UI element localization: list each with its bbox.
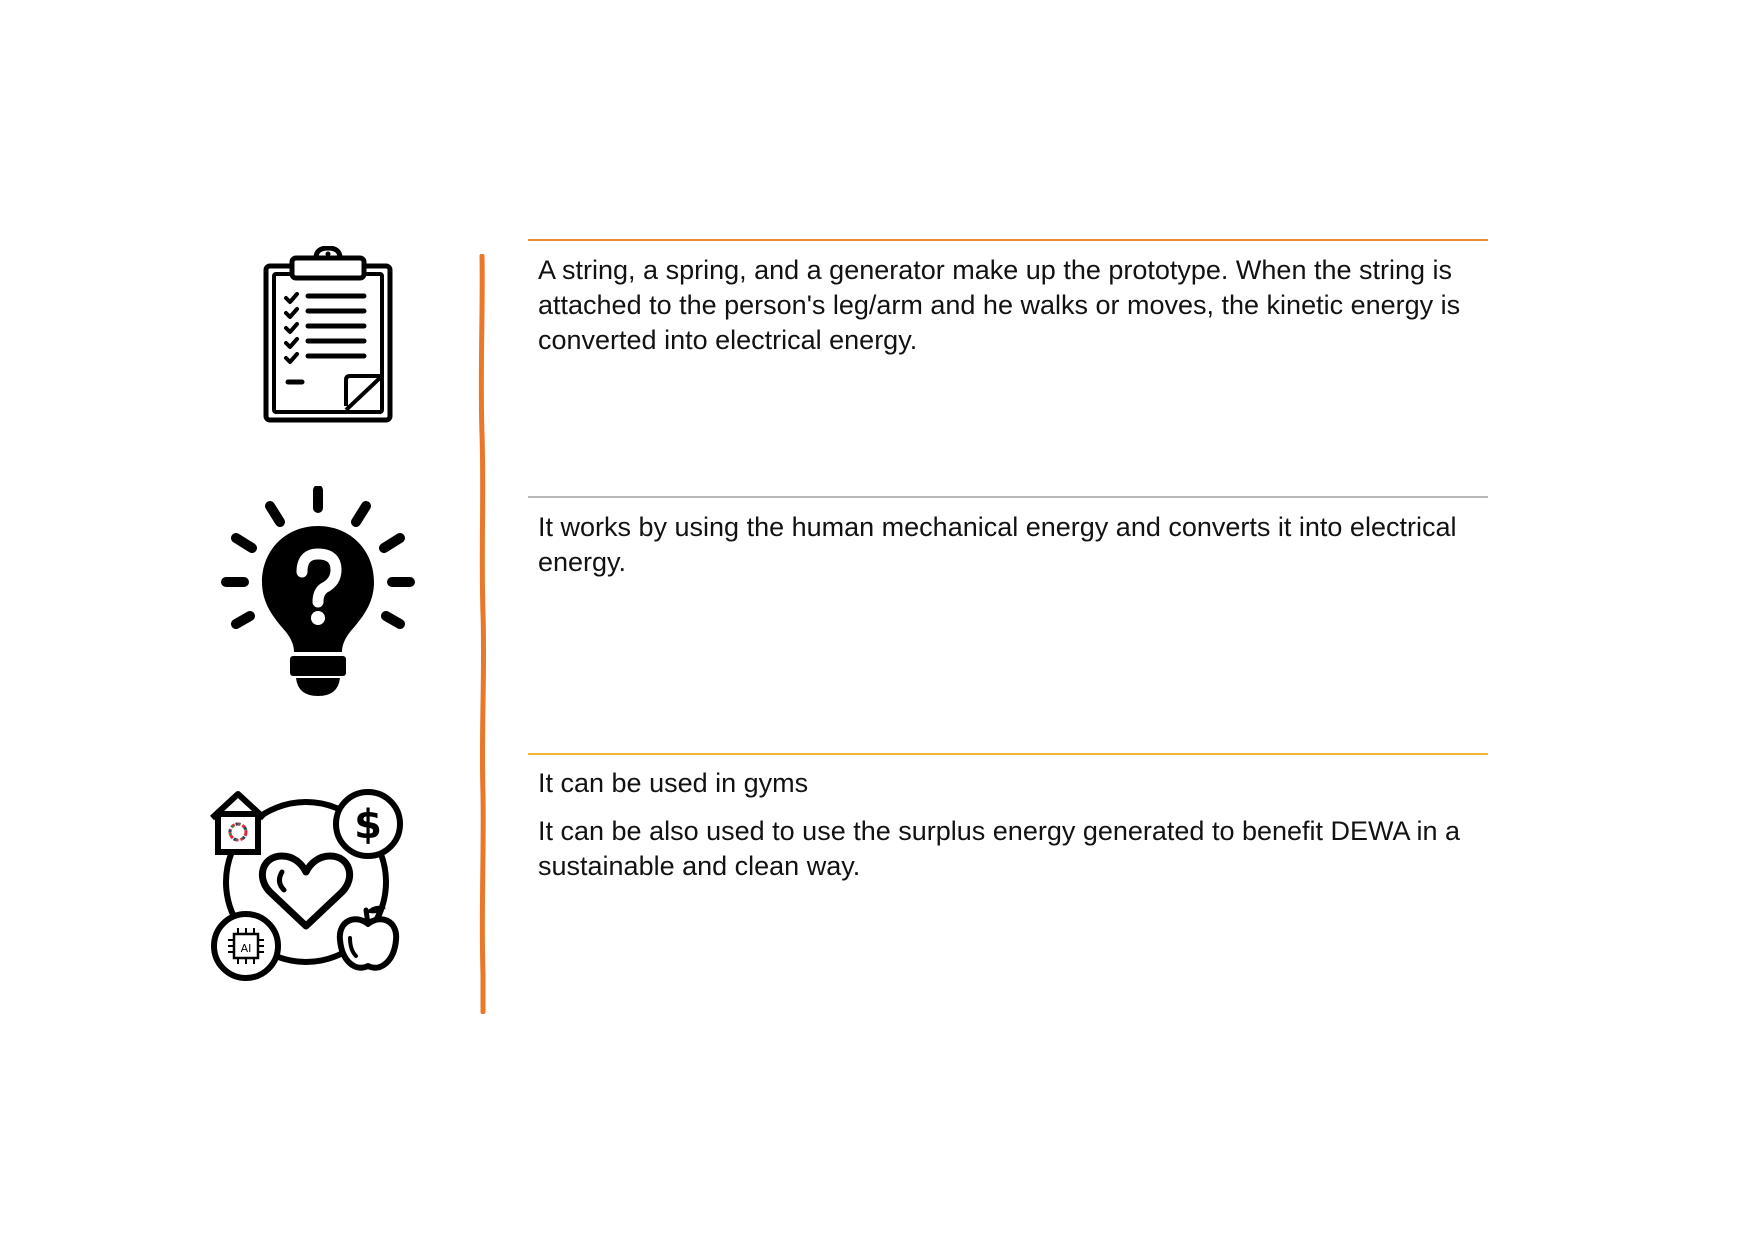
vertical-divider bbox=[476, 254, 490, 1014]
section-rule bbox=[528, 496, 1488, 498]
section-rule bbox=[528, 239, 1488, 241]
section-text: It works by using the human mechanical energy and converts it into electrical energy. bbox=[538, 512, 1457, 577]
section-text: It can be used in gyms bbox=[538, 768, 809, 798]
sustainability-cycle-icon bbox=[210, 786, 410, 986]
svg-text:$: $ bbox=[354, 802, 382, 848]
ai-chip-label: AI bbox=[240, 942, 252, 955]
section-rule bbox=[528, 753, 1488, 755]
section-prototype bbox=[528, 239, 1488, 358]
clipboard-checklist-icon bbox=[260, 246, 396, 426]
lightbulb-question-icon bbox=[220, 486, 416, 700]
section-uses bbox=[528, 753, 1488, 884]
section-text: A string, a spring, and a generator make up the prototype. When the string is attached to the person's leg/arm and he walks or moves, the kinetic energy is converted into electrical energy. bbox=[538, 255, 1461, 355]
section-how-it-works bbox=[528, 496, 1488, 580]
section-text: It can be also used to use the surplus energy generated to benefit DEWA in a sustainable and clean way. bbox=[538, 816, 1461, 881]
